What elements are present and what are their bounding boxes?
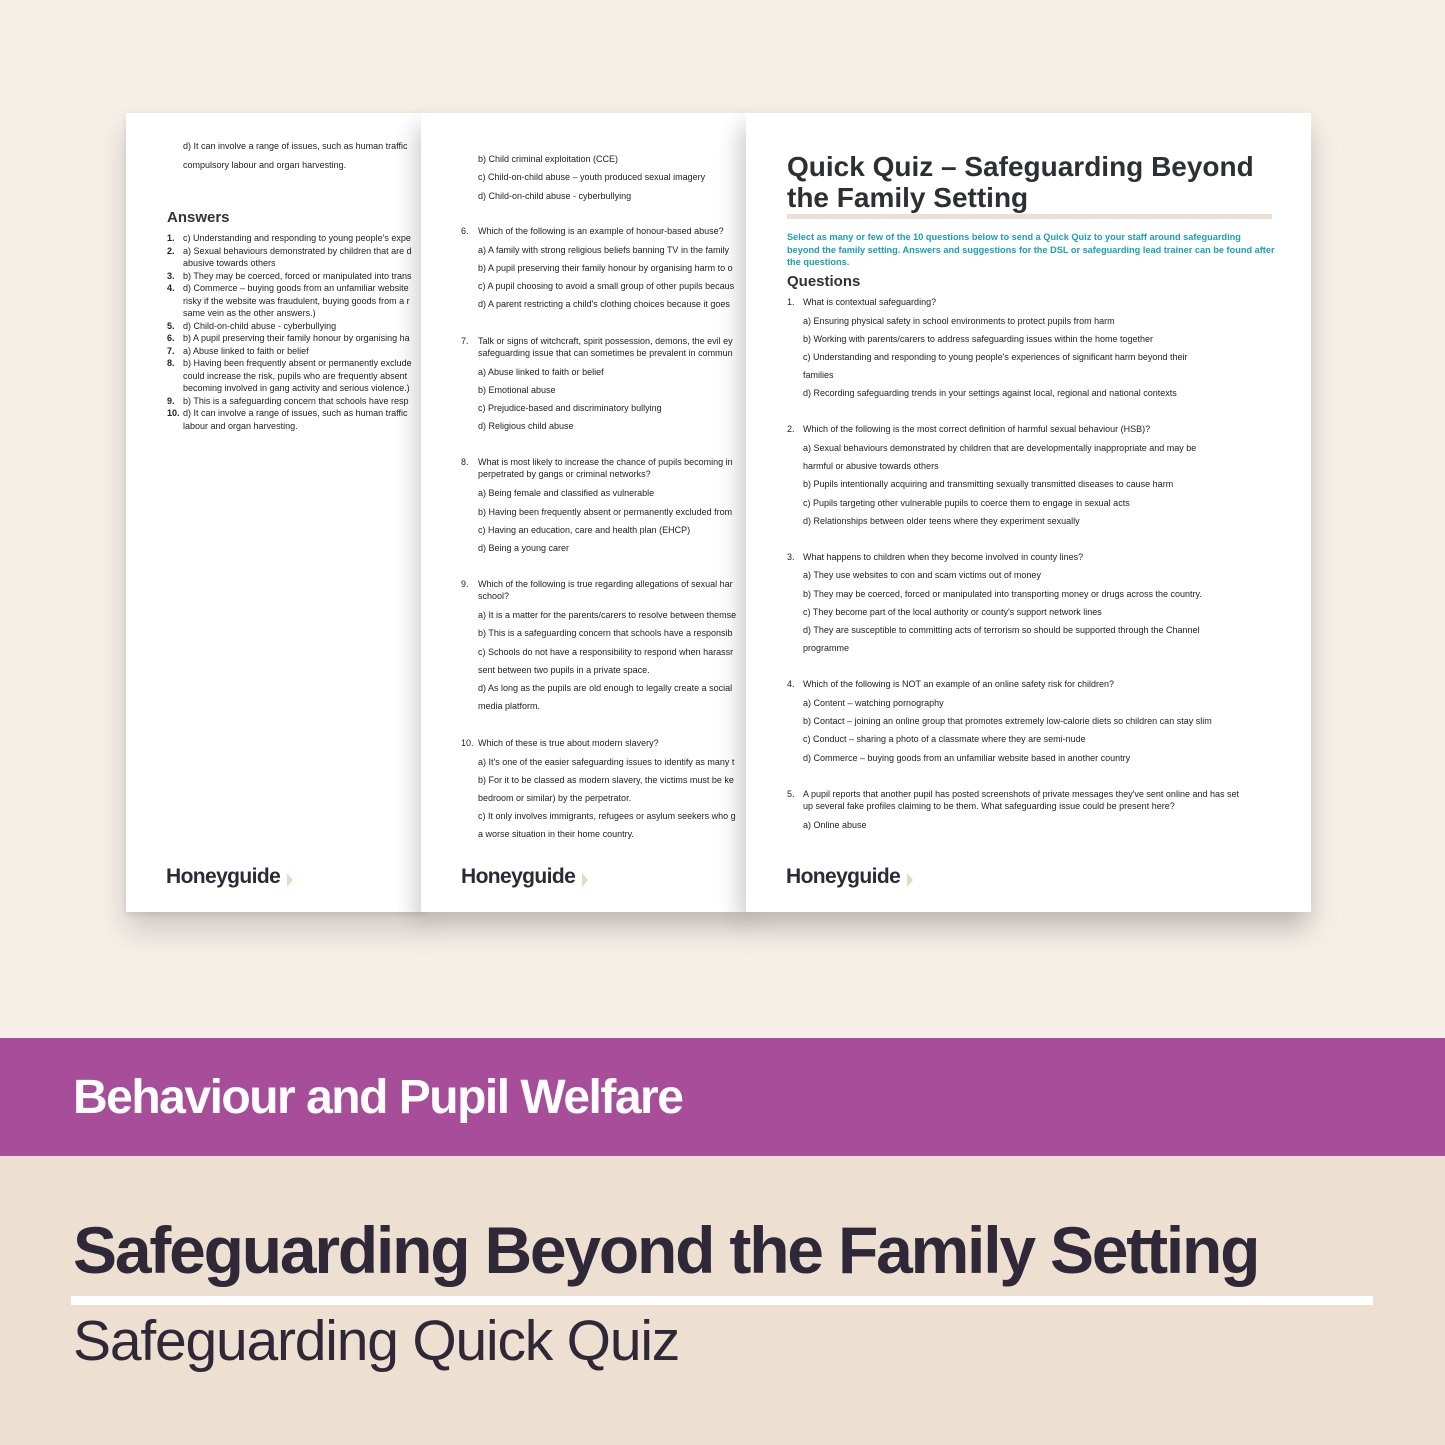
option-line: b) They may be coerced, forced or manipulated into transporting money or drugs across the country.: [803, 589, 1202, 599]
option-line: a) They use websites to con and scam victims out of money: [803, 570, 1041, 580]
logo-mark-icon: [287, 873, 293, 887]
question-text: What is contextual safeguarding?: [803, 297, 937, 307]
question-text: school?: [478, 591, 510, 601]
answer-number: 10.: [167, 408, 180, 418]
option-line: c) Prejudice-based and discriminatory bullying: [478, 403, 662, 413]
question-text: Which of the following is NOT an example of an online safety risk for children?: [803, 679, 1114, 689]
answer-line: d) It can involve a range of issues, such as human traffic: [183, 408, 408, 418]
question-text: A pupil reports that another pupil has posted screenshots of private messages they've sent online and has set: [803, 789, 1239, 799]
answer-number: 6.: [167, 333, 175, 343]
option-line: b) Emotional abuse: [478, 385, 556, 395]
option-line: b) Working with parents/carers to address safeguarding issues within the home together: [803, 334, 1154, 344]
answer-line: b) They may be coerced, forced or manipulated into trans: [183, 271, 412, 281]
question-number: 9.: [461, 579, 469, 589]
option-line: families: [803, 370, 834, 380]
answer-line: could increase the risk, pupils who are frequently absent: [183, 371, 408, 381]
option-line: programme: [803, 643, 850, 653]
answer-intro-line: compulsory labour and organ harvesting.: [183, 160, 347, 170]
option-line: b) Having been frequently absent or permanently excluded from: [478, 507, 733, 517]
option-line: a worse situation in their home country.: [478, 829, 634, 839]
question-number: 10.: [461, 738, 474, 748]
question-text: Which of the following is true regarding allegations of sexual har: [478, 579, 733, 589]
question-text: What is most likely to increase the chance of pupils becoming in: [478, 457, 733, 467]
option-line: a) Abuse linked to faith or belief: [478, 367, 604, 377]
option-line: a) Online abuse: [803, 820, 867, 830]
option-line: d) As long as the pupils are old enough to legally create a social: [478, 683, 733, 693]
question-number: 3.: [787, 552, 795, 562]
question-text: Which of the following is an example of honour-based abuse?: [478, 226, 724, 236]
answer-line: c) Understanding and responding to young people's expe: [183, 233, 411, 243]
answer-line: same vein as the other answers.): [183, 308, 316, 318]
option-line: c) Conduct – sharing a photo of a classmate where they are semi-nude: [803, 734, 1086, 744]
logo-mark-icon: [907, 873, 913, 887]
answer-number: 2.: [167, 246, 175, 256]
answer-line: d) Child-on-child abuse - cyberbullying: [183, 321, 337, 331]
option-line: c) Having an education, care and health plan (EHCP): [478, 525, 691, 535]
answer-number: 4.: [167, 283, 175, 293]
answer-line: abusive towards others: [183, 258, 276, 268]
option-line: d) Religious child abuse: [478, 421, 574, 431]
option-line: c) Child-on-child abuse – youth produced sexual imagery: [478, 172, 706, 183]
option-line: d) They are susceptible to committing acts of terrorism so should be supported through the Channel: [803, 625, 1200, 635]
option-line: b) Contact – joining an online group that promotes extremely low-calorie diets so children can stay slim: [803, 716, 1212, 726]
answer-line: b) A pupil preserving their family honour by organising ha: [183, 333, 410, 343]
option-line: d) Being a young carer: [478, 543, 570, 553]
option-line: b) This is a safeguarding concern that schools have a responsib: [478, 628, 733, 638]
option-line: a) A family with strong religious beliefs banning TV in the family: [478, 245, 729, 255]
category-label: Behaviour and Pupil Welfare: [73, 1071, 683, 1124]
answer-line: risky if the website was fraudulent, buying goods from a r: [183, 296, 410, 306]
option-line: b) Child criminal exploitation (CCE): [478, 154, 619, 164]
answer-number: 7.: [167, 346, 175, 356]
answer-number: 5.: [167, 321, 175, 331]
question-text: Talk or signs of witchcraft, spirit possession, demons, the evil ey: [478, 336, 733, 346]
answers-heading: Answers: [167, 209, 230, 226]
question-number: 2.: [787, 424, 795, 434]
product-title: Safeguarding Beyond the Family Setting: [73, 1213, 1259, 1287]
questions-heading: Questions: [787, 273, 861, 290]
option-line: b) A pupil preserving their family honour by organising harm to o: [478, 263, 733, 273]
option-line: c) A pupil choosing to avoid a small group of other pupils becaus: [478, 281, 735, 291]
option-line: bedroom or similar) by the perpetrator.: [478, 793, 632, 803]
question-number: 8.: [461, 457, 469, 467]
answers-page: [126, 113, 426, 912]
option-line: a) Being female and classified as vulnerable: [478, 488, 655, 498]
option-line: d) Recording safeguarding trends in your settings against local, regional and national contexts: [803, 388, 1177, 398]
question-text: What happens to children when they become involved in county lines?: [803, 552, 1084, 562]
logo-mark-icon: [582, 873, 588, 887]
option-line: c) Pupils targeting other vulnerable pupils to coerce them to engage in sexual acts: [803, 498, 1130, 508]
option-line: d) Relationships between older teens where they experiment sexually: [803, 516, 1080, 526]
question-text: safeguarding issue that can sometimes be prevalent in commun: [478, 348, 733, 358]
answer-line: becoming involved in gang activity and serious violence.): [183, 383, 410, 393]
option-line: c) Understanding and responding to young people's experiences of significant harm beyond their: [803, 352, 1188, 362]
answer-line: labour and organ harvesting.: [183, 421, 298, 431]
quiz-intro: Select as many or few of the 10 questions below to send a Quick Quiz to your staff around safeguarding beyond the family setting. Answers and suggestions for the DSL or safeguarding lead trainer can be found after the questions.: [787, 232, 1275, 267]
answer-line: a) Abuse linked to faith or belief: [183, 346, 309, 356]
option-line: sent between two pupils in a private space.: [478, 665, 650, 675]
option-line: a) It's one of the easier safeguarding issues to identify as many t: [478, 757, 735, 767]
product-subtitle: Safeguarding Quick Quiz: [73, 1309, 680, 1373]
option-line: harmful or abusive towards others: [803, 461, 939, 471]
title-divider: [787, 214, 1272, 219]
question-text: Which of these is true about modern slavery?: [478, 738, 659, 748]
question-number: 4.: [787, 679, 795, 689]
answer-line: d) Commerce – buying goods from an unfamiliar website: [183, 283, 409, 293]
option-line: d) A parent restricting a child's clothing choices because it goes: [478, 299, 730, 309]
option-line: a) It is a matter for the parents/carers to resolve between themse: [478, 610, 737, 620]
questions-page-continued: [421, 113, 751, 912]
answer-number: 3.: [167, 271, 175, 281]
option-line: a) Ensuring physical safety in school environments to protect pupils from harm: [803, 316, 1115, 326]
quiz-first-page: [746, 113, 1311, 912]
honeyguide-logo: Honeyguide: [461, 865, 576, 888]
answer-line: b) This is a safeguarding concern that schools have resp: [183, 396, 409, 406]
question-number: 5.: [787, 789, 795, 799]
question-number: 1.: [787, 297, 795, 307]
option-line: d) Child-on-child abuse - cyberbullying: [478, 190, 632, 201]
question-text: perpetrated by gangs or criminal networks?: [478, 469, 651, 479]
answer-number: 8.: [167, 358, 175, 368]
quiz-title: Quick Quiz – Safeguarding Beyond the Family Setting: [787, 151, 1254, 213]
option-line: c) Schools do not have a responsibility to respond when harassr: [478, 647, 734, 657]
option-line: a) Sexual behaviours demonstrated by children that are developmentally inappropriate and may be: [803, 443, 1197, 453]
option-line: c) They become part of the local authority or county's support network lines: [803, 607, 1102, 617]
question-number: 7.: [461, 336, 469, 346]
honeyguide-logo: Honeyguide: [166, 865, 281, 888]
option-line: media platform.: [478, 701, 541, 711]
option-line: c) It only involves immigrants, refugees or asylum seekers who g: [478, 811, 736, 821]
option-line: b) For it to be classed as modern slavery, the victims must be ke: [478, 775, 734, 785]
option-line: a) Content – watching pornography: [803, 698, 944, 708]
question-text: Which of the following is the most correct definition of harmful sexual behaviour (HSB)?: [803, 424, 1151, 434]
answer-intro-line: d) It can involve a range of issues, such as human traffic: [183, 141, 408, 151]
question-text: up several fake profiles claiming to be them. What safeguarding issue could be present here?: [803, 801, 1175, 811]
option-line: b) Pupils intentionally acquiring and transmitting sexually transmitted diseases to cause harm: [803, 479, 1174, 489]
question-number: 6.: [461, 226, 469, 236]
option-line: d) Commerce – buying goods from an unfamiliar website based in another country: [803, 753, 1131, 763]
honeyguide-logo: Honeyguide: [786, 865, 901, 888]
answer-line: a) Sexual behaviours demonstrated by children that are d: [183, 246, 412, 256]
title-underline: [71, 1296, 1373, 1305]
answer-line: b) Having been frequently absent or permanently exclude: [183, 358, 412, 368]
answer-number: 1.: [167, 233, 175, 243]
answer-number: 9.: [167, 396, 175, 406]
